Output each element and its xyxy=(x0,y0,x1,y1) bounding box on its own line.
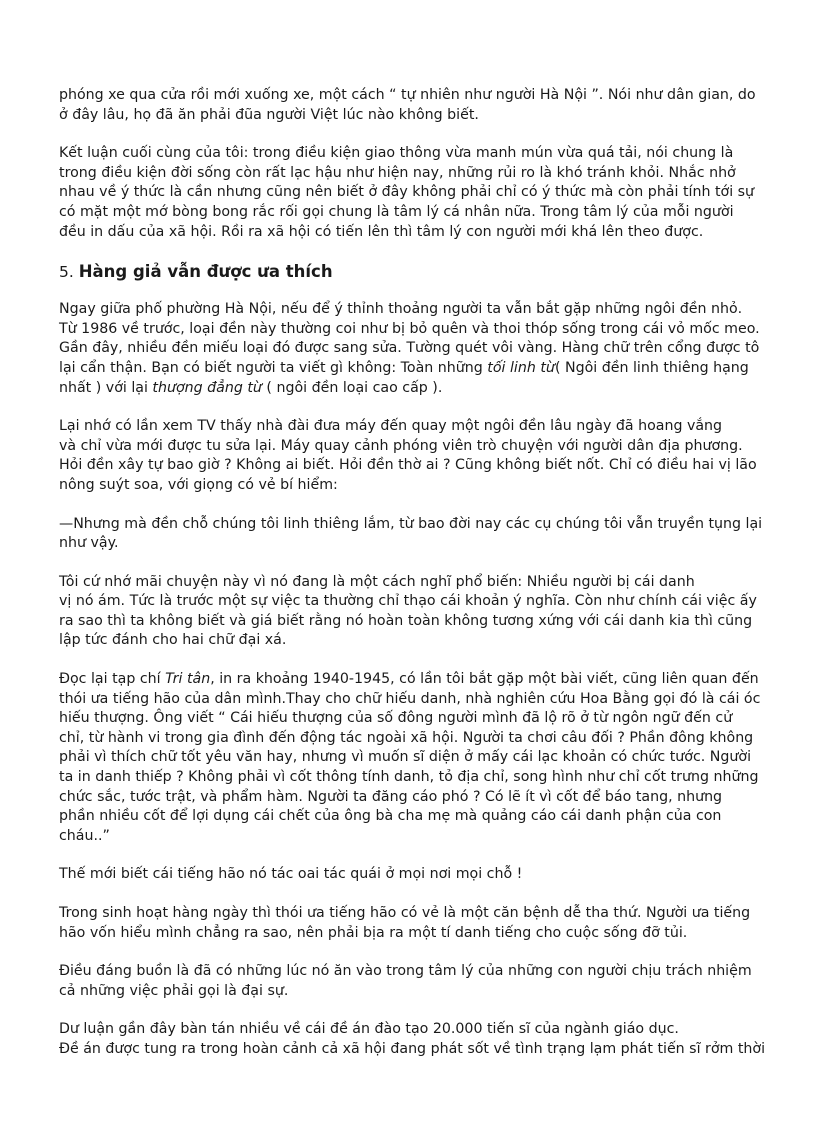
paragraph-temples xyxy=(59,300,769,398)
section-number: 5. xyxy=(59,263,74,282)
document-body xyxy=(59,86,769,1060)
text-run: Ngay giữa phố phường Hà Nội, nếu để ý thỉnh thoảng người ta vẫn bắt gặp những ngôi đền nhỏ. Từ 1986 về trước, loại đền này thường coi như bị bỏ quên và thoi thóp sống trong cái vỏ mốc meo. Gần đây, nhiều đền miếu loại đó được sang sửa. Tường quét vôi vàng. Hàng chữ trên cổng được tô lại cẩn thận. Bạn có biết người ta viết gì không: Toàn những xyxy=(59,301,760,376)
paragraph-intro-continuation: phóng xe qua cửa rồi mới xuống xe, một cách “ tự nhiên như người Hà Nội ”. Nói như dân gian, do ở đây lâu, họ đã ăn phải đũa người Việt lúc nào không biết. xyxy=(59,87,756,123)
text-run: Đọc lại tạp chí xyxy=(59,671,166,688)
italic-term-thuong-dang-tu: thượng đẳng từ xyxy=(152,379,262,396)
italic-magazine-name: Tri tân xyxy=(165,671,211,688)
text-run: ( ngôi đền loại cao cấp ). xyxy=(261,379,443,396)
paragraph-empty-fame: Thế mới biết cái tiếng hão nó tác oai tác quái ở mọi nơi mọi chỗ ! xyxy=(59,866,523,883)
text-run: ( Ngôi đền linh thiêng hạng nhất ) với lại xyxy=(59,359,749,396)
paragraph-tri-tan xyxy=(59,670,769,846)
paragraph-title-obsession: Tôi cứ nhớ mãi chuyện này vì nó đang là một cách nghĩ phổ biến: Nhiều người bị cái danh vị nó ám. Tức là trước một sự việc ta thường chỉ thạo cái khoản ý nghĩa. Còn như chính cái việc ấy ra sao thì ta không biết và giá biết rằng nó hoàn toàn không tương xứng với cái danh kia thì cũng lập tức đánh cho hai chữ đại xá. xyxy=(59,573,757,649)
paragraph-sad-thing: Điều đáng buồn là đã có những lúc nó ăn vào trong tâm lý của những con người chịu trách nhiệm cả những việc phải gọi là đại sự. xyxy=(59,963,752,999)
paragraph-quote-villagers: —Nhưng mà đền chỗ chúng tôi linh thiêng lắm, từ bao đời nay các cụ chúng tôi vẫn truyền tụng lại như vậy. xyxy=(59,515,763,552)
section-title: Hàng giả vẫn được ưa thích xyxy=(78,262,333,282)
paragraph-daily-life: Trong sinh hoạt hàng ngày thì thói ưa tiếng hão có vẻ là một căn bệnh dễ tha thứ. Người ưa tiếng hão vốn hiểu mình chẳng ra sao, nên phải bịa ra một tí danh tiếng cho cuộc sống đỡ tủi. xyxy=(59,905,751,941)
paragraph-tv-story: Lại nhớ có lần xem TV thấy nhà đài đưa máy đến quay một ngôi đền lâu ngày đã hoang vắng và chỉ vừa mới được tu sửa lại. Máy quay cảnh phóng viên trò chuyện với người dân địa phương. Hỏi đền xây tự bao giờ ? Không ai biết. Hỏi đền thờ ai ? Cũng không biết nốt. Chỉ có điều hai vị lão nông suýt soa, với giọng có vẻ bí hiểm: xyxy=(59,418,757,493)
paragraph-conclusion: Kết luận cuối cùng của tôi: trong điều kiện giao thông vừa manh mún vừa quá tải, nói chung là trong điều kiện đời sống còn rất lạc hậu như hiện nay, những rủi ro là khó tránh khỏi. Nhắc nhở nhau về ý thức là cần nhưng cũng nên biết ở đây không phải chỉ có ý thức mà còn phải tính tới sự có mặt một mớ bòng bong rắc rối gọi chung là tâm lý cá nhân nữa. Trong tâm lý của mỗi người đều in dấu của xã hội. Rồi ra xã hội có tiến lên thì tâm lý con người mới khá lên theo được. xyxy=(59,145,755,240)
italic-term-toi-linh-tu: tối linh từ xyxy=(487,359,555,376)
paragraph-public-opinion: Dư luận gần đây bàn tán nhiều về cái đề án đào tạo 20.000 tiến sĩ của ngành giáo dục. xyxy=(59,1021,679,1038)
paragraph-project: Đề án được tung ra trong hoàn cảnh cả xã hội đang phát sốt về tình trạng lạm phát tiến sĩ rởm thời xyxy=(59,1040,766,1057)
section-heading xyxy=(59,261,769,283)
text-run: , in ra khoảng 1940-1945, có lần tôi bắt gặp một bài viết, cũng liên quan đến thói ưa tiếng hão của dân mình.Thay cho chữ hiếu danh, nhà nghiên cứu Hoa Bằng gọi đó là cái óc hiếu thượng. Ông viết “ Cái hiếu thượng của số đông người mình đã lộ rõ ở từ ngôn ngữ đến cử chỉ, từ hành vi trong gia đình đến động tác ngoài xã hội. Người ta chơi câu đối ? Phần đông không phải vì thích chữ tốt yêu văn hay, nhưng vì muốn sĩ diện ở mấy cái lạc khoản có chức tước. Người ta in danh thiếp ? Không phải vì cốt thông tính danh, tỏ địa chỉ, song hình như chỉ cốt trưng những chức sắc, tước trật, và phẩm hàm. Người ta đăng cáo phó ? Có lẽ ít vì cốt để báo tang, nhưng phần nhiều cốt để lợi dụng cái chết của ông bà cha mẹ mà quảng cáo cái danh phận của con cháu..” xyxy=(59,671,761,844)
